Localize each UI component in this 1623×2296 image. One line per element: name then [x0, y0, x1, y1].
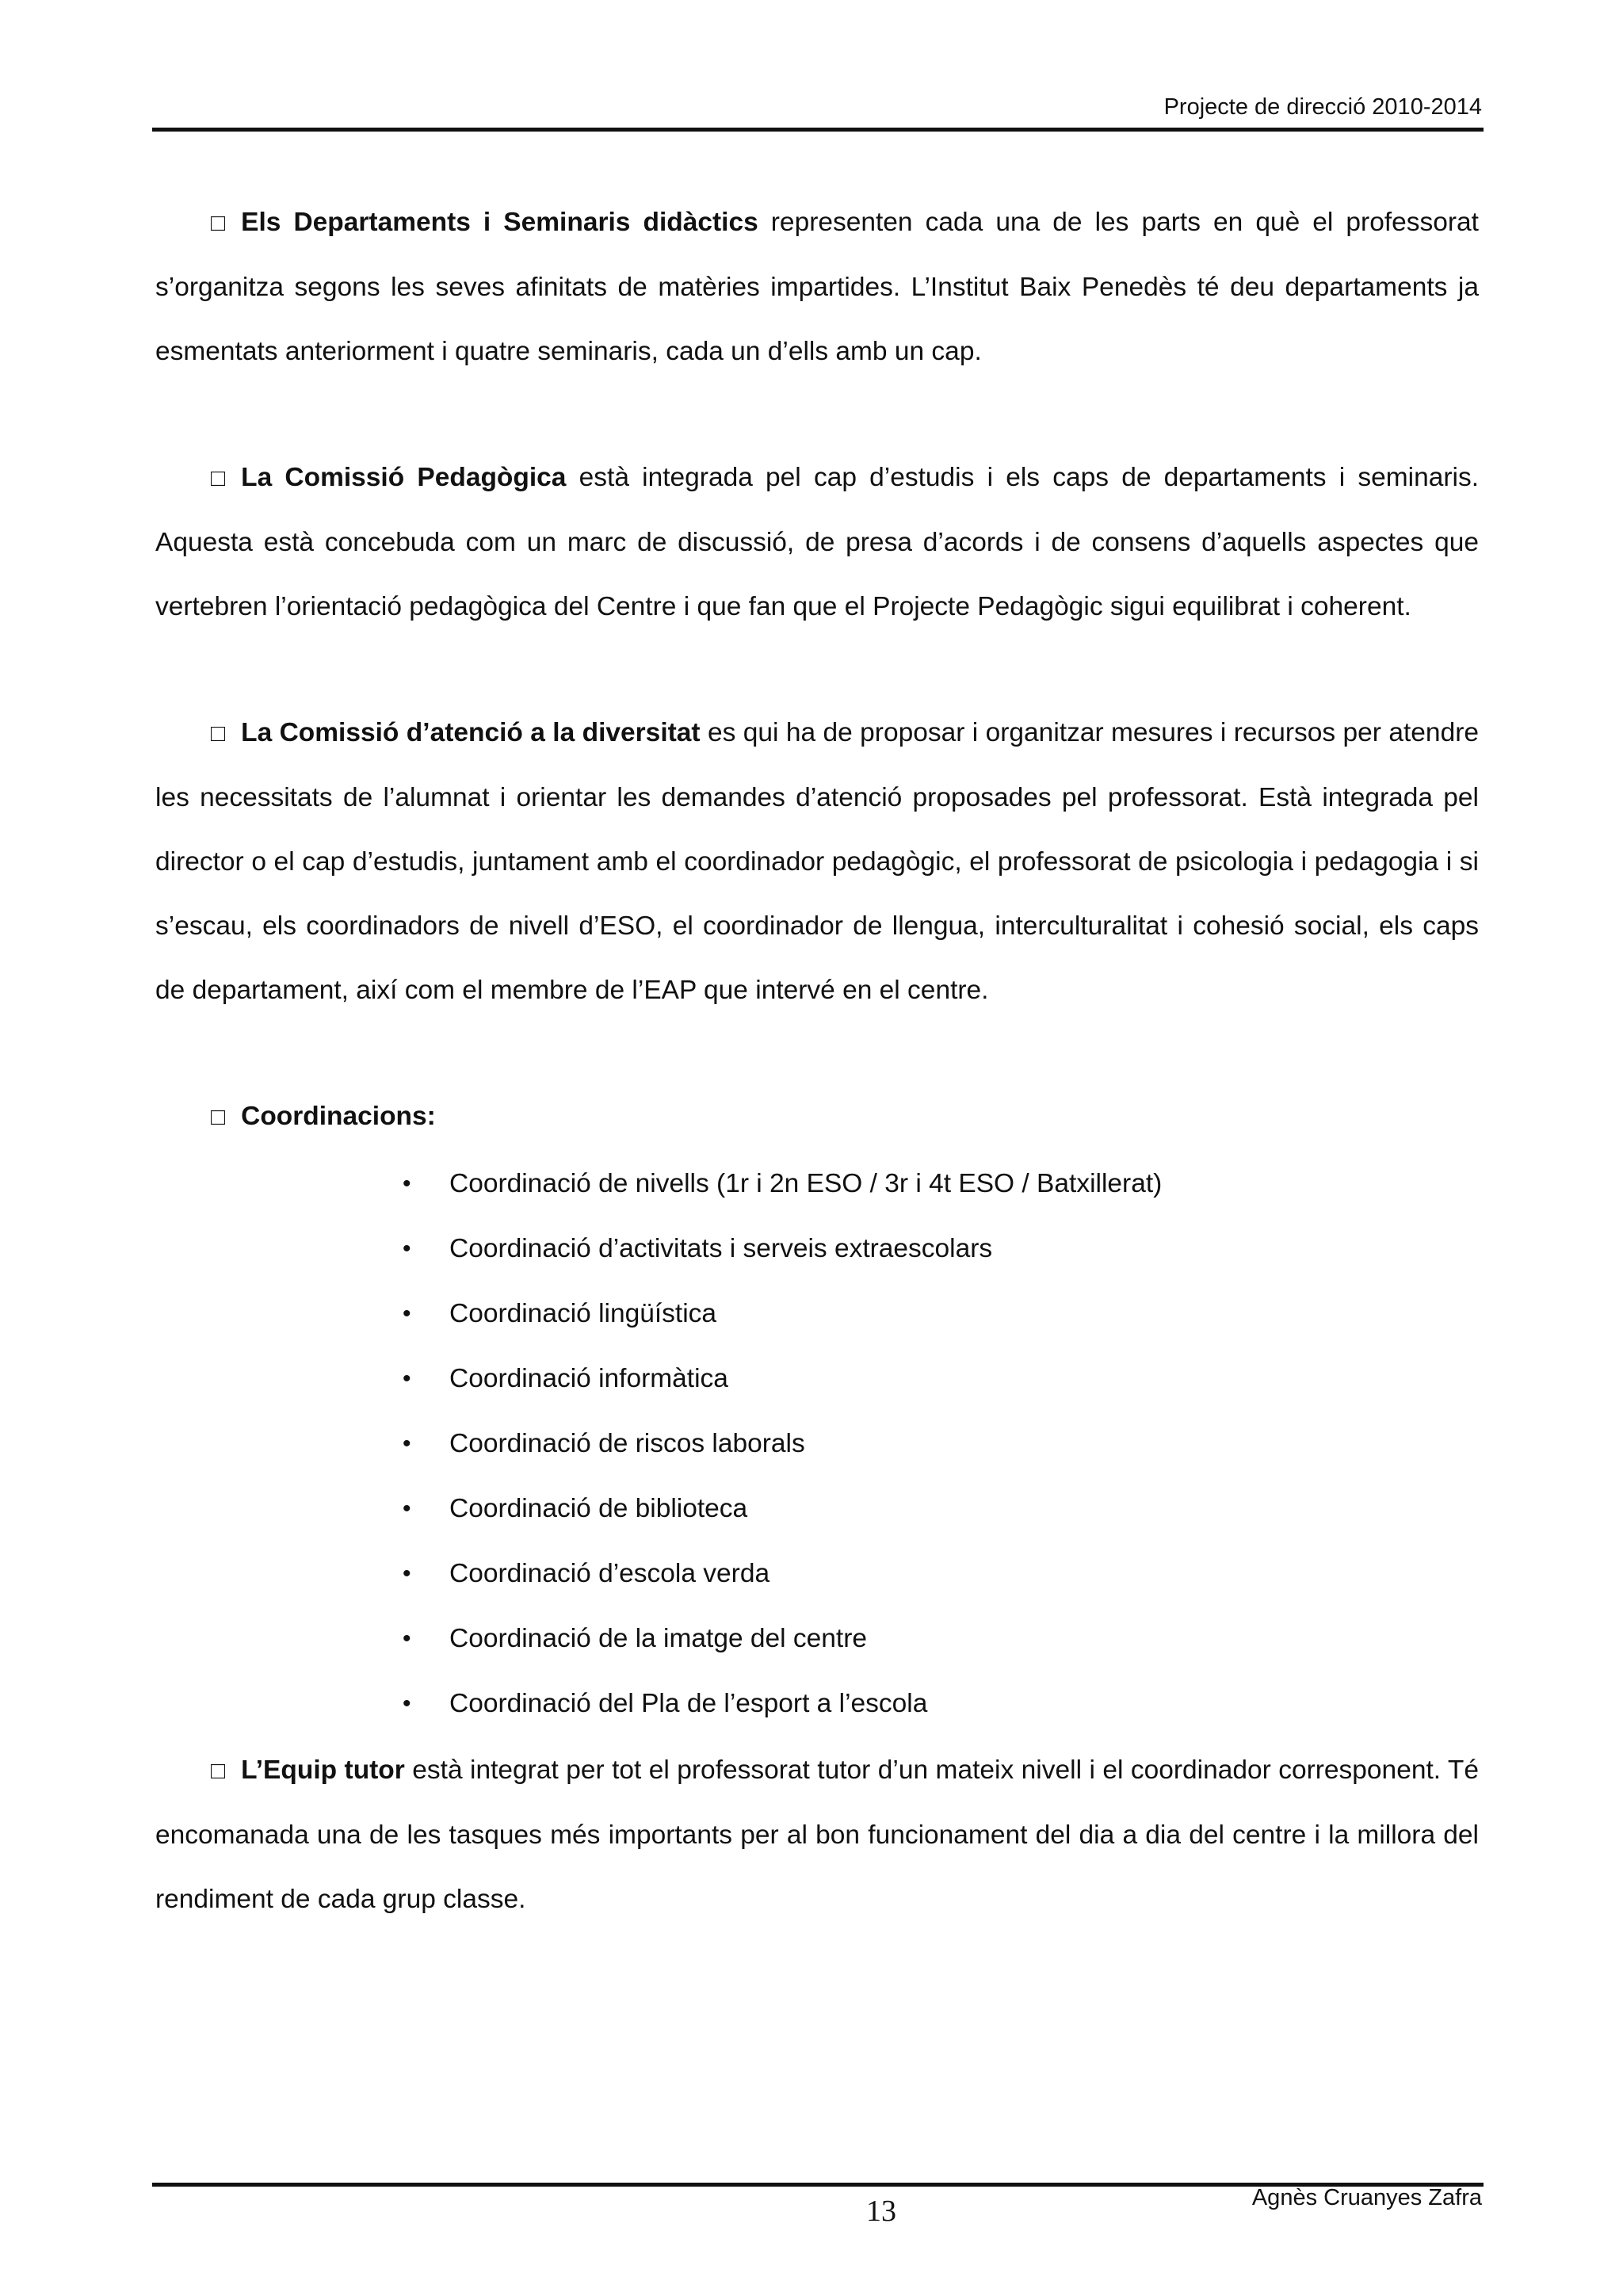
bullet-icon: • [403, 1496, 411, 1522]
coordinacions-list [155, 1152, 1479, 1736]
list-item [155, 1477, 1479, 1541]
list-item [155, 1606, 1479, 1671]
paragraph-equip-tutor [155, 1738, 1479, 1931]
list-item [155, 1541, 1479, 1606]
page-number: 13 [866, 2195, 896, 2228]
bullet-icon: • [403, 1431, 411, 1457]
list-item-text: Coordinació de biblioteca [449, 1494, 748, 1523]
paragraph-text: està integrada pel cap d’estudis i els caps de departaments i seminaris. Aquesta està concebuda com un marc de discussió, de presa d’acords i de consens d’aquells aspectes que vertebren l’orientació pedagògica del Centre i que fan que el Projecte Pedagògic sigui equilibrat i coherent. [155, 463, 1479, 621]
list-item-text: Coordinació d’escola verda [449, 1559, 770, 1588]
coordinacions-heading [155, 1084, 1479, 1149]
bullet-icon: • [403, 1561, 411, 1587]
checkbox-square-icon: □ [211, 1104, 226, 1130]
paragraph-comissio-pedagogica [155, 445, 1479, 639]
list-item [155, 1282, 1479, 1347]
checkbox-square-icon: □ [211, 465, 226, 491]
list-item-text: Coordinació de la imatge del centre [449, 1624, 868, 1653]
paragraph-term: Els Departaments i Seminaris didàctics [241, 208, 758, 237]
list-item [155, 1217, 1479, 1282]
bullet-icon: • [403, 1366, 411, 1392]
bullet-icon: • [403, 1626, 411, 1652]
paragraph-text: es qui ha de proposar i organitzar mesures i recursos per atendre les necessitats de l’alumnat i orientar les demandes d’atenció proposades pel professorat. Està integrada pel director o el cap d’estudis, juntament amb el coordinador pedagògic, el professorat de psicologia i pedagogia i si s’escau, els coordinadors de nivell d’ESO, el coordinador de llengua, interculturalitat i cohesió social, els caps de departament, així com el membre de l’EAP que intervé en el centre. [155, 718, 1479, 1005]
paragraph-term: La Comissió Pedagògica [241, 463, 567, 492]
list-item-text: Coordinació informàtica [449, 1364, 728, 1393]
bullet-icon: • [403, 1690, 411, 1717]
page-body [155, 190, 1479, 1993]
paragraph-comissio-diversitat [155, 701, 1479, 1022]
checkbox-square-icon: □ [211, 210, 226, 236]
list-item-text: Coordinació de nivells (1r i 2n ESO / 3r i 4t ESO / Batxillerat) [449, 1169, 1163, 1198]
bullet-icon: • [403, 1171, 411, 1197]
checkbox-square-icon: □ [211, 720, 226, 747]
list-item-text: Coordinació del Pla de l’esport a l’escola [449, 1689, 928, 1718]
paragraph-text: representen cada una de les parts en què el professorat s’organitza segons les seves afinitats de matèries impartides. L’Institut Baix Penedès té deu departaments ja esmentats anteriorment i quatre seminaris, cada un d’ells amb un cap. [155, 208, 1479, 366]
bullet-icon: • [403, 1301, 411, 1327]
list-item [155, 1671, 1479, 1736]
coordinacions-title: Coordinacions: [241, 1102, 436, 1131]
bullet-icon: • [403, 1236, 411, 1262]
list-item [155, 1412, 1479, 1477]
list-item [155, 1152, 1479, 1217]
paragraph-term: La Comissió d’atenció a la diversitat [241, 718, 701, 747]
list-item-text: Coordinació d’activitats i serveis extraescolars [449, 1234, 993, 1263]
paragraph-departaments [155, 190, 1479, 384]
paragraph-text: està integrat per tot el professorat tutor d’un mateix nivell i el coordinador corresponent. Té encomanada una de les tasques més importants per al bon funcionament del dia a dia del centre i la millora del rendiment de cada grup classe. [155, 1755, 1479, 1914]
list-item [155, 1347, 1479, 1412]
header-title: Projecte de direcció 2010-2014 [1163, 94, 1482, 120]
checkbox-square-icon: □ [211, 1758, 226, 1784]
footer-author: Agnès Cruanyes Zafra [1251, 2185, 1482, 2210]
list-item-text: Coordinació lingüística [449, 1299, 717, 1328]
paragraph-term: L’Equip tutor [241, 1755, 405, 1785]
header-rule [152, 128, 1484, 132]
list-item-text: Coordinació de riscos laborals [449, 1429, 805, 1458]
